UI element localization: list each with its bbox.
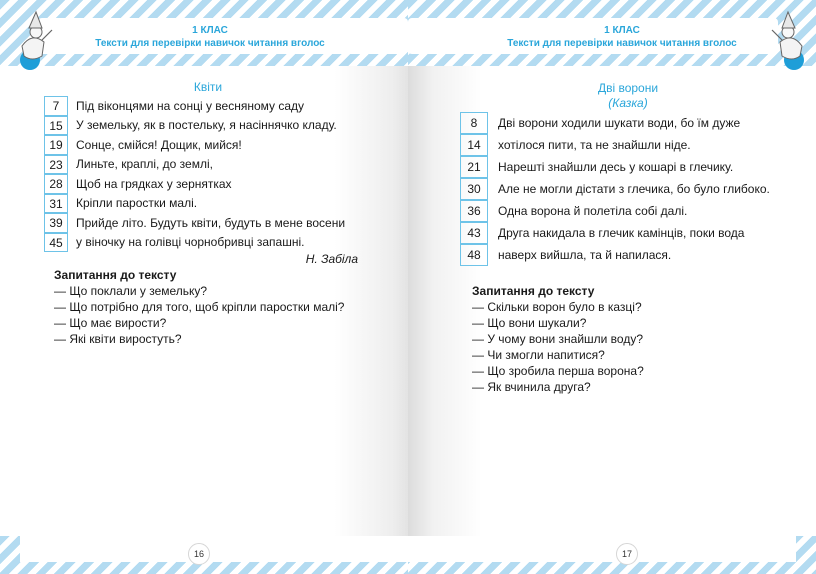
word-count-box: 8 (460, 112, 488, 134)
line-text: Одна ворона й полетіла собі далі. (498, 204, 688, 218)
line-text: Прийде літо. Будуть квіти, будуть в мене восени (76, 215, 346, 230)
text-title: Дві ворони (597, 81, 659, 95)
question-item: — Що зробила перша ворона? (472, 364, 644, 378)
line-text: хотілося пити, та не знайшли ніде. (498, 138, 691, 152)
line-text: Дві ворони ходили шукати води, бо їм дуже (498, 116, 741, 130)
page-number: 17 (616, 543, 638, 565)
question-item: — Які квіти виростуть? (54, 332, 182, 346)
word-count-box: 7 (44, 96, 68, 116)
line-text: Сонце, смійся! Дощик, мийся! (76, 137, 242, 152)
question-item: — Що поклали у земельку? (54, 284, 208, 298)
questions-list (472, 299, 644, 395)
question-item: — Чи змогли напитися? (472, 348, 605, 362)
header-subtitle: Тексти для перевірки навичок читання вголос (95, 38, 325, 49)
text-title: Квіти (193, 80, 223, 94)
text-line (460, 112, 770, 134)
text-line (460, 244, 770, 266)
grade-label: 1 КЛАС (192, 25, 228, 36)
text-line (460, 200, 770, 222)
word-count-box: 21 (460, 156, 488, 178)
text-line (44, 194, 345, 214)
word-count-box: 45 (44, 233, 68, 253)
word-count-box: 31 (44, 194, 68, 214)
line-text: у віночку на голівці чорнобривці запашні. (76, 235, 305, 250)
text-line (44, 155, 345, 175)
author-name: Н. Забіла (305, 252, 358, 266)
text-line (44, 116, 345, 136)
question-item: — Що має вирости? (54, 316, 167, 330)
grade-label: 1 КЛАС (604, 25, 640, 36)
word-count-box: 36 (460, 200, 488, 222)
word-count-box: 19 (44, 135, 68, 155)
text-line (44, 135, 345, 155)
page-header (60, 24, 360, 50)
line-text: Щоб на грядках у зернятках (76, 176, 232, 191)
text-line (44, 233, 345, 253)
footer-panel (408, 536, 796, 562)
word-count-box: 39 (44, 213, 68, 233)
right-page (408, 0, 816, 574)
questions-list (54, 283, 344, 347)
word-count-box: 23 (44, 155, 68, 175)
text-lines (44, 96, 345, 252)
text-line (460, 178, 770, 200)
text-line (44, 96, 345, 116)
word-count-box: 30 (460, 178, 488, 200)
question-item: — Скільки ворон було в казці? (472, 300, 642, 314)
wizard-mascot-icon (14, 6, 54, 72)
header-subtitle: Тексти для перевірки навичок читання вголос (507, 38, 737, 49)
question-item: — Як вчинила друга? (472, 380, 591, 394)
page-number: 16 (188, 543, 210, 565)
word-count-box: 28 (44, 174, 68, 194)
questions-heading: Запитання до тексту (472, 284, 595, 298)
text-line (460, 156, 770, 178)
questions-heading: Запитання до тексту (54, 268, 177, 282)
text-line (44, 174, 345, 194)
line-text: Але не могли дістати з глечика, бо було глибоко. (498, 182, 770, 196)
text-genre: (Казка) (608, 96, 648, 110)
page-header (472, 24, 772, 50)
word-count-box: 14 (460, 134, 488, 156)
question-item: — У чому вони знайшли воду? (472, 332, 644, 346)
text-lines (460, 112, 770, 266)
footer-panel (20, 536, 408, 562)
question-item: — Що вони шукали? (472, 316, 587, 330)
word-count-box: 15 (44, 116, 68, 136)
word-count-box: 43 (460, 222, 488, 244)
text-line (460, 134, 770, 156)
line-text: У земельку, як в постельку, я насіннячко кладу. (76, 118, 337, 133)
line-text: Нарешті знайшли десь у кошарі в глечику. (498, 160, 734, 174)
question-item: — Що потрібно для того, щоб кріпли паростки малі? (54, 300, 345, 314)
word-count-box: 48 (460, 244, 488, 266)
line-text: Друга накидала в глечик камінців, поки вода (498, 226, 745, 240)
wizard-mascot-icon (770, 6, 810, 72)
text-line (460, 222, 770, 244)
line-text: Під віконцями на сонці у весняному саду (76, 98, 305, 113)
text-line (44, 213, 345, 233)
line-text: наверх вийшла, та й напилася. (498, 248, 672, 262)
line-text: Кріпли паростки малі. (76, 196, 198, 211)
line-text: Линьте, краплі, до землі, (76, 157, 213, 172)
